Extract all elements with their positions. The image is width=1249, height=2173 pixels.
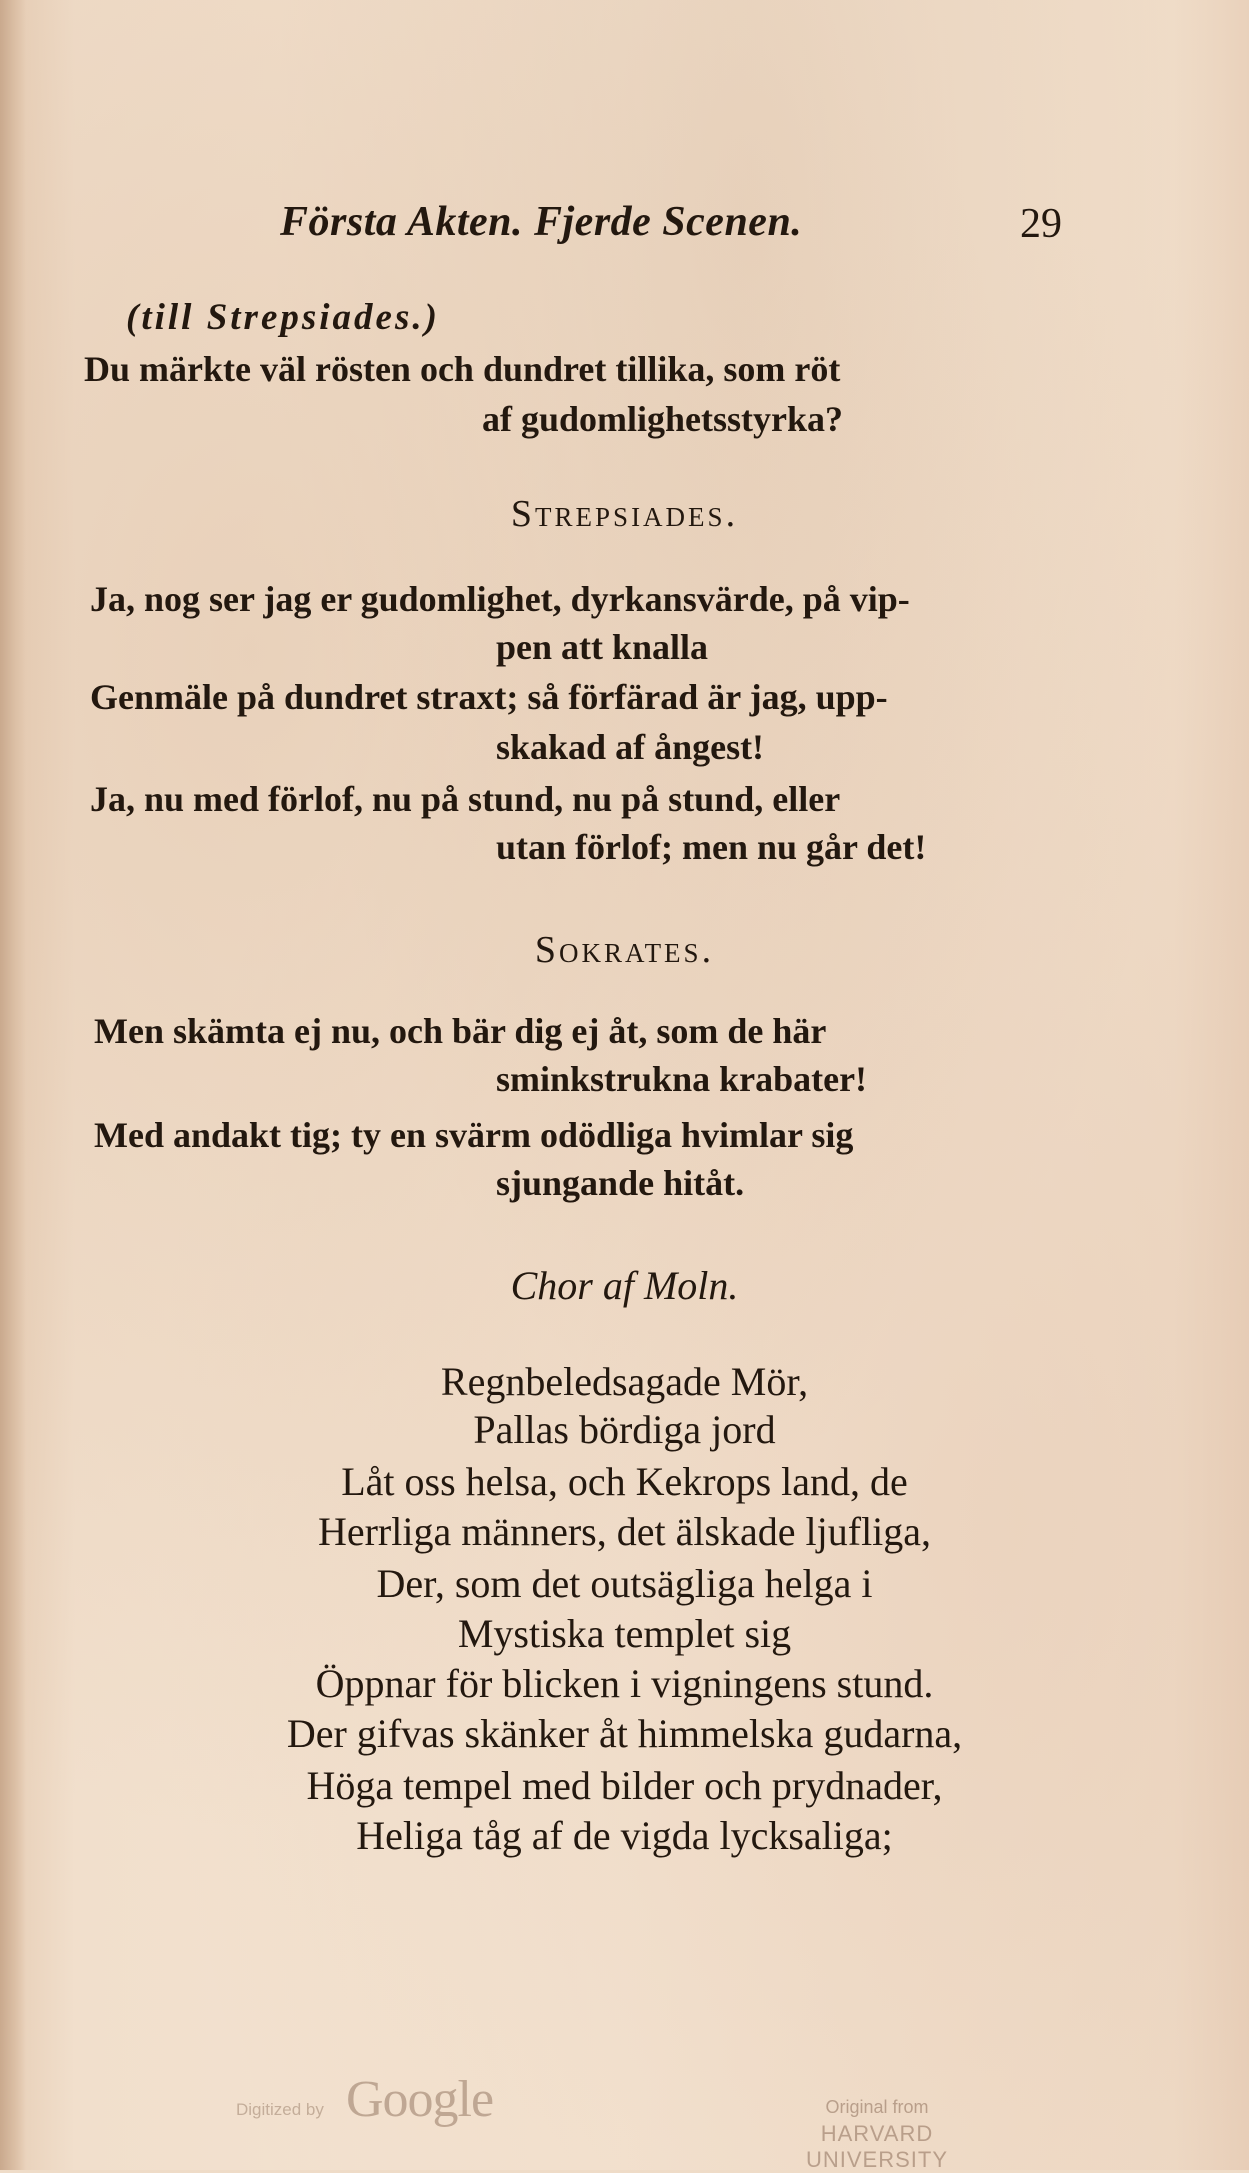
chorus-heading: Chor af Moln.	[510, 1263, 739, 1308]
verse-line: Men skämta ej nu, och bär dig ej åt, som de här	[94, 1011, 827, 1051]
google-logo: Google	[346, 2071, 494, 2128]
chorus-line: Der gifvas skänker åt himmelska gudarna,	[286, 1711, 963, 1756]
digitized-by-label: Digitized by	[236, 2100, 324, 2119]
chorus-line: Öppnar för blicken i vigningens stund.	[315, 1661, 934, 1706]
chorus-line: Der, som det outsägliga helga i	[376, 1561, 873, 1606]
verse-line-continuation: sjungande hitåt.	[496, 1163, 745, 1203]
page-number: 29	[1020, 201, 1062, 247]
chorus-line: Höga tempel med bilder och prydnader,	[306, 1763, 943, 1808]
verse-line-continuation: pen att knalla	[496, 627, 709, 667]
chorus-line: Låt oss helsa, och Kekrops land, de	[341, 1459, 908, 1504]
chorus-line: Mystiska templet sig	[457, 1611, 792, 1656]
institution-label: HARVARD UNIVERSITY	[805, 2121, 949, 2172]
speaker-name: Sokrates.	[534, 929, 715, 971]
chorus-line: Regnbeledsagade Mör,	[440, 1359, 809, 1404]
speaker-name: Strepsiades.	[510, 493, 739, 535]
verse-line: Du märkte väl rösten och dundret tillika, som röt	[84, 349, 841, 389]
verse-line: Genmäle på dundret straxt; så förfärad är jag, upp-	[90, 677, 888, 717]
chorus-line: Pallas bördiga jord	[473, 1407, 776, 1452]
stage-direction: (till Strepsiades.)	[126, 297, 440, 338]
running-title: Första Akten. Fjerde Scenen.	[280, 199, 803, 245]
verse-line-continuation: sminkstrukna krabater!	[496, 1059, 868, 1099]
verse-line-continuation: af gudomlighetsstyrka?	[482, 399, 844, 439]
verse-line-continuation: skakad af ångest!	[496, 727, 765, 767]
verse-line-continuation: utan förlof; men nu går det!	[496, 827, 927, 867]
verse-line: Med andakt tig; ty en svärm odödliga hvimlar sig	[94, 1115, 854, 1155]
verse-line: Ja, nu med förlof, nu på stund, nu på stund, eller	[90, 779, 841, 819]
chorus-line: Heliga tåg af de vigda lycksaliga;	[356, 1813, 893, 1858]
running-head	[0, 198, 1249, 258]
chorus-line: Herrliga männers, det älskade ljufliga,	[317, 1509, 932, 1554]
original-from-label: Original from	[825, 2097, 929, 2117]
verse-line: Ja, nog ser jag er gudomlighet, dyrkansvärde, på vip-	[90, 579, 910, 619]
